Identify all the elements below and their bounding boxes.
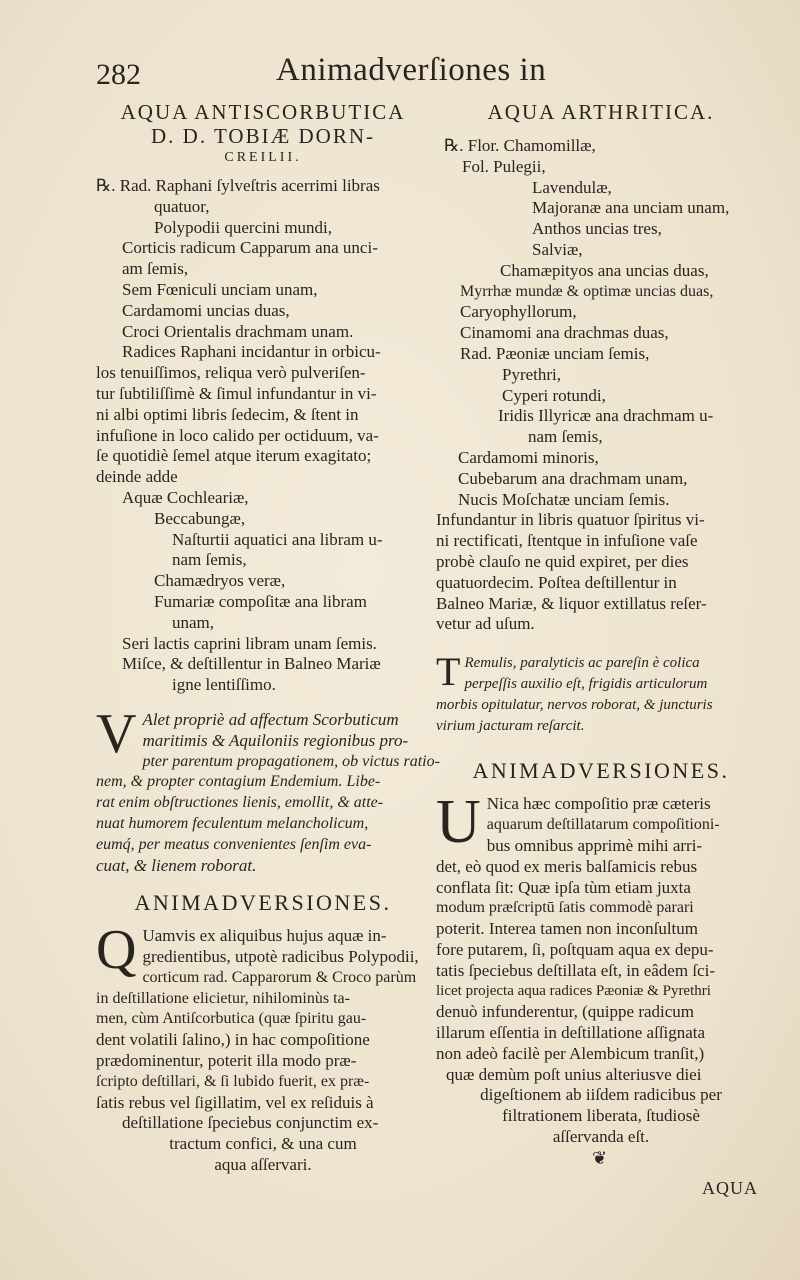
text-line: illarum eſſentia in deſtillatione aſſignata [436, 1023, 706, 1043]
recipe-line: igne lentiſſimo. [172, 675, 276, 695]
recipe-line: Croci Orientalis drachmam unam. [122, 321, 354, 341]
recipe-line: Naſturtii aquatici ana libram u- [172, 529, 383, 549]
text-line: men, cùm Antiſcorbutica (quæ ſpiritu gau- [96, 1010, 367, 1028]
drop-cap: T [436, 649, 461, 695]
text-line: poterit. Interea tamen non inconſultum [436, 919, 699, 939]
text-line: digeſtionem ab iiſdem radicibus per [480, 1085, 722, 1105]
italic-line: rat enim obſtructiones lienis, emollit, & atte- [96, 794, 384, 812]
left-column [96, 100, 440, 1176]
recipe-line: Chamædryos veræ, [154, 571, 286, 591]
text-line: non adeò facilè per Alembicum tranſit,) [436, 1043, 705, 1063]
recipe-line: quatuor, [154, 196, 210, 216]
recipe-line: Fumariæ compoſitæ ana libram [154, 591, 367, 611]
recipe-line: Rad. Pæoniæ unciam ſemis, [460, 343, 650, 363]
recipe-line: Myrrhæ mundæ & optimæ uncias duas, [460, 282, 714, 300]
recipe-line: Caryophyllorum, [460, 302, 577, 322]
recipe-author: D. D. TOBIÆ DORN- [151, 124, 375, 148]
recipe-line: ni rectificati, ſtentque in infuſione vaſe [436, 531, 698, 551]
drop-cap: Q [96, 919, 137, 982]
text-line: modum præſcriptū ſatis commodè parari [436, 899, 694, 917]
recipe-line: Cubebarum ana drachmam unam, [458, 468, 688, 488]
recipe-line: Salviæ, [532, 239, 583, 259]
italic-line: eumq́, per meatus convenientes ſenſim eva- [96, 835, 372, 853]
text-line: tatis ſpeciebus deſtillata eſt, in eâdem ſci- [436, 960, 715, 980]
text-line: dent volatili ſalino,) in hac compoſitione [96, 1030, 370, 1050]
text-line: fore putarem, ſi, poſtquam aqua ex depu- [436, 939, 714, 959]
recipe-line: Sem Fœniculi unciam unam, [122, 279, 318, 299]
recipe-line: vetur ad uſum. [436, 614, 535, 634]
text-line: ſatis rebus vel ſigillatim, vel ex reſiduis à [96, 1092, 374, 1112]
text-line: in deſtillatione elicietur, nihilominùs ta- [96, 989, 350, 1007]
italic-line: maritimis & Aquiloniis regionibus pro- [142, 730, 409, 750]
text-line: gredientibus, utpotè radicibus Polypodii, [142, 947, 419, 967]
italic-line: cuat, & lienem roborat. [96, 855, 257, 875]
drop-cap: U [436, 788, 481, 857]
recipe-line: Lavendulæ, [532, 177, 612, 197]
running-head [96, 52, 746, 96]
recipe-line: Cyperi rotundi, [502, 385, 606, 405]
section-heading: ANIMADVERSIONES. [134, 890, 392, 916]
running-title: Animadverſiones in [276, 52, 547, 88]
recipe-line: Seri lactis caprini libram unam ſemis. [122, 633, 377, 653]
recipe-title: AQUA ANTISCORBUTICA [120, 100, 406, 124]
italic-line: perpeſſis auxilio eſt, frigidis articulorum [464, 675, 708, 692]
recipe-line: Radices Raphani incidantur in orbicu- [122, 342, 381, 362]
virtue-paragraph [96, 702, 440, 876]
animadversiones-paragraph [96, 919, 430, 1176]
recipe-line: am ſemis, [122, 259, 189, 279]
recipe-line: los tenuiſſimos, reliqua verò pulveriſen- [96, 363, 366, 383]
right-column [436, 100, 766, 1148]
recipe-line: unam, [172, 612, 215, 632]
italic-line: nuat humorem feculentum melancholicum, [96, 814, 369, 832]
text-line: conflata ſit: Quæ ipſa tùm etiam juxta [436, 877, 691, 897]
text-line: filtrationem liberata, ſtudiosè [502, 1106, 700, 1126]
italic-line: Alet propriè ad affectum Scorbuticum [142, 709, 399, 729]
recipe-line: Miſce, & deſtillentur in Balneo Mariæ [122, 654, 381, 674]
section-heading: ANIMADVERSIONES. [472, 758, 730, 784]
text-line: corticum rad. Capparorum & Croco parùm [142, 968, 417, 986]
text-line: aſſervanda eſt. [552, 1127, 650, 1147]
recipe-block [96, 176, 430, 696]
recipe-line: probè clauſo ne quid expiret, per dies [436, 551, 689, 571]
recipe-author-cont: CREILII. [224, 150, 302, 165]
recipe-line: Balneo Mariæ, & liquor extillatus reſer- [436, 593, 707, 613]
italic-line: Remulis, paralyticis ac pareſin è colica [464, 655, 700, 672]
recipe-line: Corticis radicum Capparum ana unci- [122, 238, 378, 258]
text-line: licet projecta aqua radices Pæoniæ & Pyrethri [436, 983, 711, 1000]
text-line: Uamvis ex aliquibus hujus aquæ in- [142, 926, 387, 946]
recipe-line: Cinamomi ana drachmas duas, [460, 323, 669, 343]
recipe-line: Infundantur in libris quatuor ſpiritus vi- [436, 510, 705, 530]
text-line: aquarum deſtillatarum compoſitioni- [486, 816, 720, 834]
drop-cap: V [96, 702, 137, 765]
recipe-line: deinde adde [96, 467, 178, 487]
recipe-line: nam ſemis, [528, 427, 603, 447]
text-line: prædominentur, poterit illa modo præ- [96, 1051, 357, 1071]
recipe-line: Cardamomi uncias duas, [122, 300, 290, 320]
recipe-line: Polypodii quercini mundi, [154, 217, 333, 237]
virtue-paragraph [436, 649, 766, 736]
text-line: tractum confici, & una cum [169, 1134, 357, 1154]
page-number: 282 [96, 58, 141, 91]
recipe-line: Nucis Moſchatæ unciam ſemis. [458, 489, 670, 509]
text-line: ſcripto deſtillari, & ſi lubido fuerit, ex præ- [96, 1072, 370, 1090]
recipe-title: AQUA ARTHRITICA. [487, 100, 715, 124]
recipe-line: Anthos uncias tres, [532, 219, 662, 239]
text-line: deſtillatione ſpeciebus conjunctim ex- [122, 1113, 379, 1133]
recipe-line: Aquæ Cochleariæ, [122, 487, 249, 507]
text-line: Nica hæc compoſitio præ cæteris [486, 794, 711, 814]
recipe-line: Pyrethri, [502, 364, 562, 384]
recipe-line: ℞. Rad. Raphani ſylveſtris acerrimi libras [96, 176, 380, 195]
italic-line: virium jacturam reſarcit. [436, 717, 585, 734]
text-line: aqua aſſervari. [214, 1155, 312, 1175]
recipe-line: quatuordecim. Poſtea deſtillentur in [436, 572, 677, 592]
catchword: AQUA [702, 1178, 758, 1198]
recipe-line: ſe quotidiè ſemel atque iterum exagitato; [96, 446, 372, 466]
recipe-block [436, 136, 766, 635]
recipe-line: Chamæpityos ana uncias duas, [500, 260, 709, 280]
recipe-line: infuſione in loco calido per octiduum, va- [96, 425, 379, 445]
recipe-line: ni albi optimi libris ſedecim, & ſtent in [96, 404, 359, 424]
text-line: det, eò quod ex meris balſamicis rebus [436, 856, 698, 876]
recipe-line: Majoranæ ana unciam unam, [532, 198, 730, 218]
recipe-line: nam ſemis, [172, 550, 247, 570]
text-line: bus omnibus apprimè mihi arri- [486, 835, 703, 855]
recipe-line: Beccabungæ, [154, 508, 246, 528]
recipe-line: Iridis Illyricæ ana drachmam u- [498, 406, 714, 426]
recipe-line: Cardamomi minoris, [458, 447, 599, 467]
ornament-icon: ❦ [592, 1148, 608, 1168]
animadversiones-paragraph [436, 788, 766, 1148]
text-line: quæ demùm poſt unius alteriusve diei [446, 1064, 702, 1084]
recipe-line: ℞. Flor. Chamomillæ, [444, 136, 596, 155]
recipe-line: Fol. Pulegii, [462, 156, 546, 176]
recipe-line: tur ſubtiliſſimè & ſimul infundantur in vi- [96, 383, 377, 403]
italic-line: nem, & propter contagium Endemium. Libe- [96, 773, 381, 791]
text-line: denuò infunderentur, (quippe radicum [436, 1002, 695, 1022]
italic-line: pter parentum propagationem, ob victus ratio- [142, 752, 440, 770]
italic-line: morbis opitulatur, nervos roborat, & juncturis [436, 696, 713, 713]
